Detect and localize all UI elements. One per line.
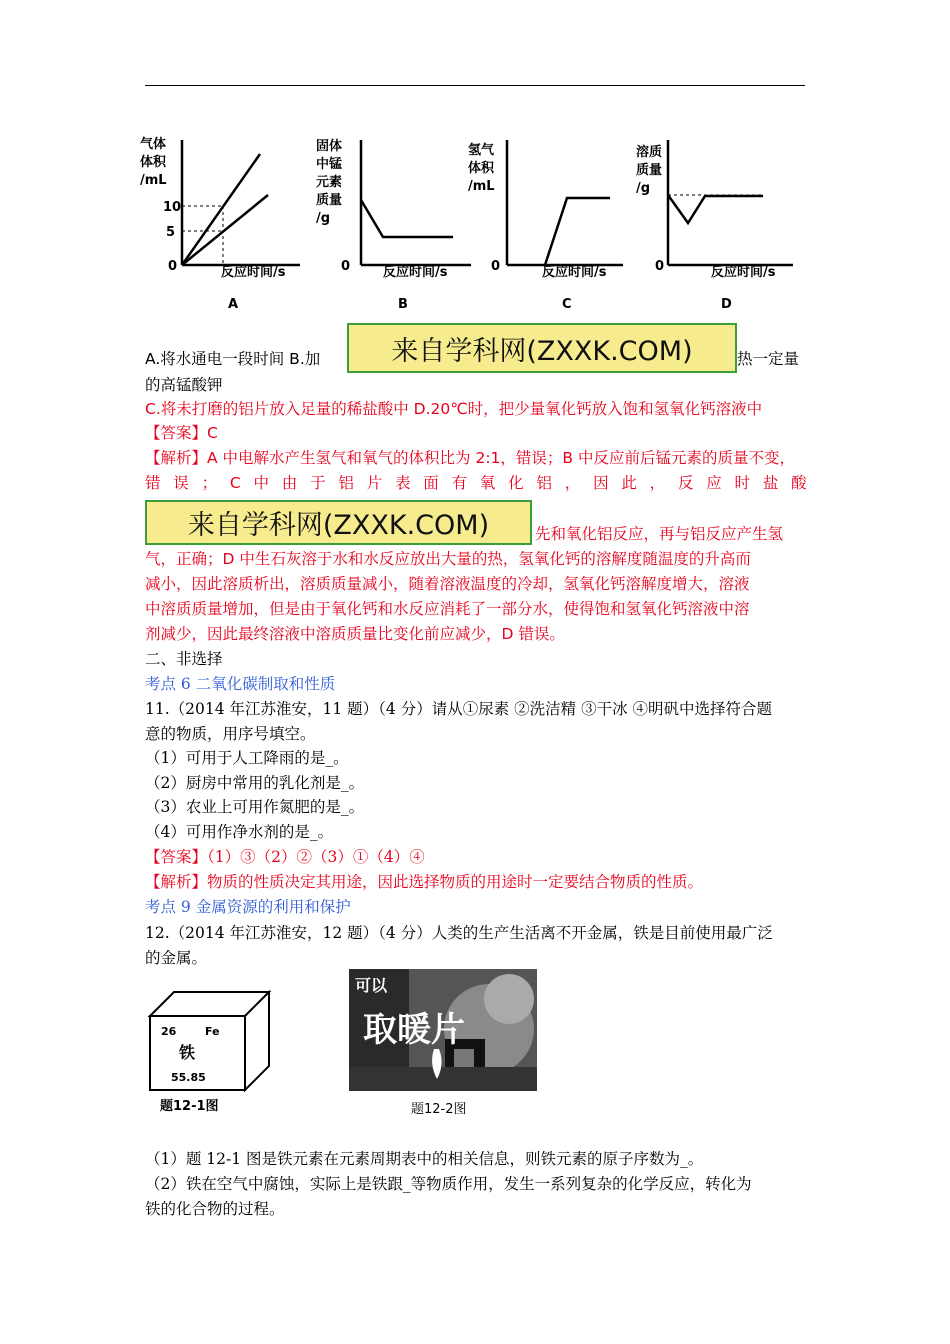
graph-a-ytick-5: 5 [166,225,176,240]
graph-d-xlabel: 反应时间/s [711,265,776,280]
fe-name: 铁 [179,1043,196,1062]
topic-6: 考点 6 二氧化碳制取和性质 [145,675,336,693]
graph-d-ylabel-2: 质量 [636,163,663,178]
q11-sub-4: （4）可用作净水剂的是_。 [145,823,334,841]
graph-c-ylabel-2: 体积 [468,161,495,176]
graph-c-xlabel: 反应时间/s [542,265,607,280]
analysis-1-line-3: 先和氧化铝反应，再与铝反应产生氢 [535,525,784,543]
graph-d [636,140,793,312]
graph-a-ylabel-3: /mL [140,173,167,188]
graph-c-origin: 0 [491,259,501,274]
graph-c-letter: C [562,297,572,312]
graph-a-ylabel-1: 气体 [140,137,167,152]
fig-12-2-photo [349,969,537,1091]
graph-a-letter: A [228,297,239,312]
analysis-1-line-4: 气，正确；D 中生石灰溶于水和水反应放出大量的热，氢氧化钙的溶解度随温度的升高而 [145,550,751,568]
graph-b [316,138,471,312]
watermark-banner-1: 来自学科网(ZXXK.COM) [347,323,737,373]
q11-line-2: 意的物质，用序号填空。 [145,725,316,743]
graphs-figure [135,130,815,315]
graph-a [140,136,300,312]
q11-answer: 【答案】（1）③（2）②（3）①（4）④ [145,848,425,866]
answer-1: 【答案】C [145,424,218,442]
photo-text-big: 取暖片 [363,1010,465,1050]
fig-12-2-caption: 题12-2图 [411,1102,467,1117]
analysis-1-line-2: 错 误 ； C 中 由 于 铝 片 表 面 有 氧 化 铝 ， 因 此 ， 反 应 时 盐 酸 [145,474,807,492]
graph-d-letter: D [721,297,732,312]
graph-d-origin: 0 [655,259,665,274]
fe-atomic-number: 26 [161,1025,177,1038]
fe-atomic-mass: 55.85 [171,1071,206,1084]
q11-line-1: 11.（2014 年江苏淮安，11 题）（4 分）请从①尿素 ②洗洁精 ③干冰 ④明矾中选择符合题 [145,700,772,718]
analysis-1-line-7: 剂减少，因此最终溶液中溶质质量比变化前应减少，D 错误。 [145,625,565,643]
fig-12-1-caption: 题12-1图 [160,1099,219,1114]
analysis-1-line-5: 减小，因此溶质析出，溶质质量减小，随着溶液温度的冷却，氢氧化钙溶解度增大，溶液 [145,575,750,593]
graph-b-letter: B [398,297,408,312]
q12-sub-2b: 铁的化合物的过程。 [145,1200,285,1218]
graph-a-ytick-10: 10 [163,200,182,215]
fig-12-1-iron-cube [145,988,275,1093]
graph-d-line [668,195,763,223]
q12-sub-1: （1）题 12-1 图是铁元素在元素周期表中的相关信息，则铁元素的原子序数为_。 [145,1150,704,1168]
q11-sub-2: （2）厨房中常用的乳化剂是_。 [145,774,365,792]
graph-d-ylabel-3: /g [636,181,651,196]
graph-b-ylabel-3: 元素 [316,175,343,190]
watermark-banner-2: 来自学科网(ZXXK.COM) [145,500,532,545]
q11-sub-3: （3）农业上可用作氮肥的是_。 [145,798,365,816]
option-b-end: 热一定量 [737,350,800,368]
analysis-1-line-1: 【解析】A 中电解水产生氢气和氧气的体积比为 2:1，错误；B 中反应前后锰元素的质量不变， [145,449,795,467]
photo-text-top: 可以 [355,976,388,995]
graph-c-ylabel-3: /mL [468,179,495,194]
graph-b-ylabel-1: 固体 [316,139,343,154]
graph-b-line [361,200,453,237]
graph-c [468,140,623,312]
q12-sub-2a: （2）铁在空气中腐蚀，实际上是铁跟_等物质作用，发生一系列复杂的化学反应，转化为 [145,1175,752,1193]
graph-b-origin: 0 [341,259,351,274]
q12-line-1: 12.（2014 年江苏淮安，12 题）（4 分）人类的生产生活离不开金属，铁是目前使用最广泛 [145,924,773,942]
q12-line-2: 的金属。 [145,949,208,967]
option-a-start: A.将水通电一段时间 B.加 [145,350,321,368]
q11-sub-1: （1）可用于人工降雨的是_。 [145,749,349,767]
graph-b-ylabel-5: /g [316,211,331,226]
graph-a-origin: 0 [168,259,178,274]
topic-9: 考点 9 金属资源的利用和保护 [145,898,351,916]
graph-c-line [545,198,610,265]
graph-b-xlabel: 反应时间/s [383,265,448,280]
fe-symbol: Fe [205,1025,220,1038]
option-b-cont: 的高锰酸钾 [145,376,223,394]
q11-analysis: 【解析】物质的性质决定其用途，因此选择物质的用途时一定要结合物质的性质。 [145,873,704,891]
graph-a-ylabel-2: 体积 [140,155,167,170]
graph-a-xlabel: 反应时间/s [221,265,286,280]
graph-c-ylabel-1: 氢气 [468,143,495,158]
graph-b-ylabel-4: 质量 [316,193,343,208]
section-2-title: 二、非选择 [145,650,223,668]
analysis-1-line-6: 中溶质质量增加，但是由于氧化钙和水反应消耗了一部分水，使得饱和氢氧化钙溶液中溶 [145,600,750,618]
header-rule [145,85,805,86]
option-c-d: C.将未打磨的铝片放入足量的稀盐酸中 D.20℃时，把少量氧化钙放入饱和氢氧化钙溶液中 [145,400,763,418]
graph-d-ylabel-1: 溶质 [636,145,663,160]
graph-b-ylabel-2: 中锰 [316,157,343,172]
